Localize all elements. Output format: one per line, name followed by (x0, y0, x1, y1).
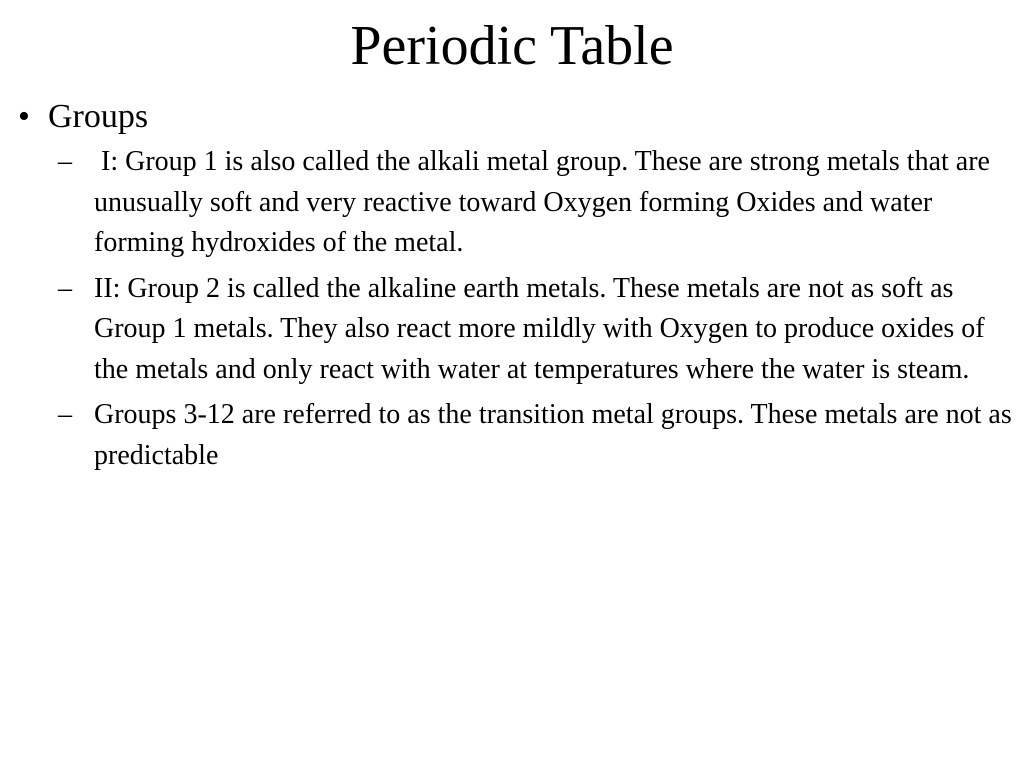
slide-content (18, 96, 1018, 481)
sub-bullet-text: II: Group 2 is called the alkaline earth metals. These metals are not as soft as Group 1 metals. They also react more mildly with Oxygen to produce oxides of the metals and only react with water at temperatures where the water is steam. (94, 272, 985, 385)
sub-bullet-list (18, 142, 1018, 476)
sub-bullet-transition-metals (58, 395, 1012, 476)
bullet-label: Groups (48, 98, 149, 135)
bullet-groups (18, 96, 1018, 138)
sub-bullet-text: I: Group 1 is also called the alkali metal group. These are strong metals that are unusually soft and very reactive toward Oxygen forming Oxides and water forming hydroxides of the metal. (94, 146, 997, 258)
sub-bullet-group-2 (58, 269, 1012, 391)
bullet-marker: • (18, 98, 30, 135)
dash-marker: – (58, 399, 72, 430)
sub-bullet-group-1 (58, 142, 1012, 264)
dash-marker: – (58, 146, 72, 177)
sub-bullet-text: Groups 3-12 are referred to as the transition metal groups. These metals are not as predictable (94, 399, 1012, 471)
dash-marker: – (58, 272, 72, 304)
slide-title: Periodic Table (350, 15, 674, 77)
